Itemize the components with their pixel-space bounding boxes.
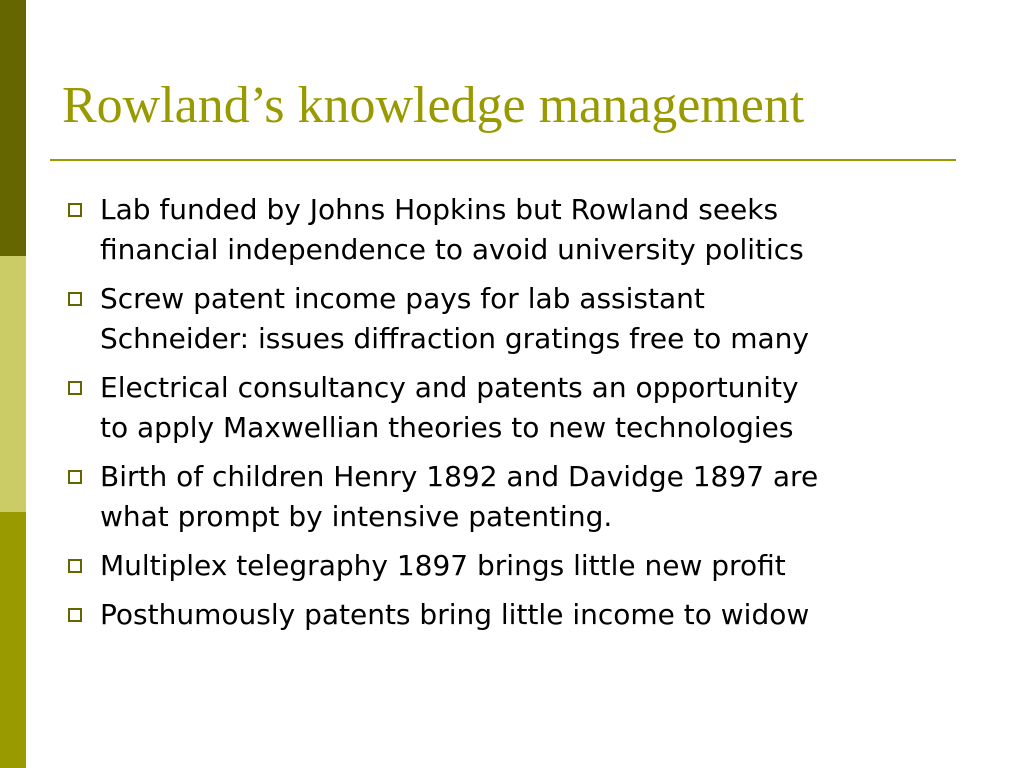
bullet-item	[62, 546, 1002, 586]
hollow-square-bullet-icon	[68, 608, 82, 622]
bullet-item	[62, 190, 1002, 270]
bullet-item	[62, 457, 1002, 537]
bullet-item	[62, 279, 1002, 359]
bullet-line-1: Birth of children Henry 1892 and Davidge 1897 are	[100, 460, 819, 493]
sidebar-segment-olive	[0, 512, 26, 768]
bullet-line-1: Posthumously patents bring little income to widow	[100, 598, 810, 631]
bullet-item	[62, 368, 1002, 448]
slide-title: Rowland’s knowledge management	[62, 77, 805, 134]
bullet-item	[62, 595, 1002, 635]
hollow-square-bullet-icon	[68, 381, 82, 395]
bullet-line-2: financial independence to avoid university politics	[100, 233, 804, 266]
hollow-square-bullet-icon	[68, 292, 82, 306]
hollow-square-bullet-icon	[68, 470, 82, 484]
hollow-square-bullet-icon	[68, 559, 82, 573]
bullet-line-1: Lab funded by Johns Hopkins but Rowland seeks	[100, 193, 779, 226]
bullet-line-1: Electrical consultancy and patents an opportunity	[100, 371, 799, 404]
bullet-line-2: to apply Maxwellian theories to new technologies	[100, 411, 794, 444]
bullet-line-2: Schneider: issues diffraction gratings free to many	[100, 322, 809, 355]
title-underline	[50, 159, 956, 161]
sidebar-segment-light	[0, 256, 26, 512]
bullet-list	[62, 190, 1002, 644]
bullet-line-1: Multiplex telegraphy 1897 brings little new profit	[100, 549, 786, 582]
sidebar-segment-dark	[0, 0, 26, 256]
hollow-square-bullet-icon	[68, 203, 82, 217]
sidebar-accent-bar	[0, 0, 26, 768]
bullet-line-2: what prompt by intensive patenting.	[100, 500, 613, 533]
bullet-line-1: Screw patent income pays for lab assistant	[100, 282, 705, 315]
